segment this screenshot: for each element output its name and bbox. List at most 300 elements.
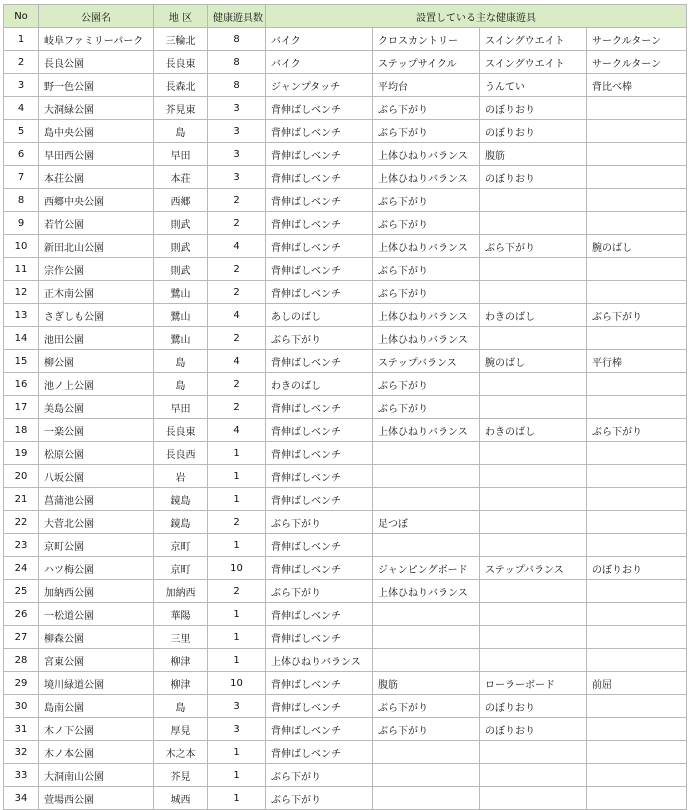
no-cell: 16 [4, 373, 39, 396]
equipment-cell: 背伸ばしベンチ [266, 718, 373, 741]
district-cell: 鷺山 [154, 281, 208, 304]
park-name-cell: 池田公園 [39, 327, 154, 350]
equipment-cell: ぶら下がり [373, 97, 480, 120]
park-name-cell: 京町公園 [39, 534, 154, 557]
equipment-cell [587, 465, 687, 488]
equipment-cell [373, 603, 480, 626]
park-name-cell: ハツ梅公園 [39, 557, 154, 580]
no-cell: 10 [4, 235, 39, 258]
equipment-cell: クロスカントリー [373, 28, 480, 51]
equipment-cell: ぶら下がり [373, 695, 480, 718]
equipment-cell [480, 534, 587, 557]
equipment-cell: 背比べ棒 [587, 74, 687, 97]
equipment-cell [373, 534, 480, 557]
district-cell: 鷺山 [154, 304, 208, 327]
park-name-cell: さぎしも公園 [39, 304, 154, 327]
equipment-cell: 前屈 [587, 672, 687, 695]
equipment-cell: 背伸ばしベンチ [266, 143, 373, 166]
equipment-cell: 上体ひねりバランス [373, 143, 480, 166]
no-cell: 29 [4, 672, 39, 695]
park-name-cell: 宗作公園 [39, 258, 154, 281]
equipment-count-cell: 1 [208, 649, 266, 672]
equipment-cell [373, 649, 480, 672]
park-name-cell: 島南公園 [39, 695, 154, 718]
equipment-cell [480, 373, 587, 396]
equipment-cell [587, 764, 687, 787]
equipment-cell: 腹筋 [373, 672, 480, 695]
equipment-cell: ローラーボード [480, 672, 587, 695]
equipment-cell: あしのばし [266, 304, 373, 327]
equipment-cell: 背伸ばしベンチ [266, 235, 373, 258]
equipment-cell [480, 626, 587, 649]
district-cell: 島 [154, 373, 208, 396]
equipment-count-cell: 4 [208, 304, 266, 327]
equipment-cell [587, 189, 687, 212]
equipment-cell [587, 787, 687, 810]
equipment-count-cell: 3 [208, 695, 266, 718]
no-cell: 8 [4, 189, 39, 212]
equipment-cell: ぶら下がり [266, 787, 373, 810]
park-name-cell: 菖蒲池公園 [39, 488, 154, 511]
no-cell: 32 [4, 741, 39, 764]
equipment-count-cell: 3 [208, 718, 266, 741]
table-row [4, 695, 687, 718]
equipment-count-cell: 2 [208, 281, 266, 304]
equipment-cell: 上体ひねりバランス [373, 304, 480, 327]
equipment-cell [480, 189, 587, 212]
table-row [4, 465, 687, 488]
equipment-cell [587, 258, 687, 281]
equipment-cell: 背伸ばしベンチ [266, 189, 373, 212]
equipment-cell: ぶら下がり [587, 419, 687, 442]
equipment-cell: わきのばし [480, 419, 587, 442]
equipment-cell [587, 626, 687, 649]
equipment-cell: ぶら下がり [373, 189, 480, 212]
district-cell: 加納西 [154, 580, 208, 603]
no-cell: 34 [4, 787, 39, 810]
table-row [4, 603, 687, 626]
equipment-count-cell: 2 [208, 327, 266, 350]
table-row [4, 28, 687, 51]
equipment-cell [587, 327, 687, 350]
park-name-cell: 八坂公園 [39, 465, 154, 488]
equipment-cell [587, 442, 687, 465]
table-row [4, 97, 687, 120]
park-name-cell: 正木南公園 [39, 281, 154, 304]
table-row [4, 327, 687, 350]
no-cell: 5 [4, 120, 39, 143]
no-cell: 30 [4, 695, 39, 718]
header-equipment-count: 健康遊具数 [208, 5, 266, 28]
equipment-cell: 背伸ばしベンチ [266, 488, 373, 511]
equipment-cell: 上体ひねりバランス [373, 580, 480, 603]
table-row [4, 189, 687, 212]
equipment-cell: ステップサイクル [373, 51, 480, 74]
equipment-count-cell: 3 [208, 97, 266, 120]
district-cell: 島 [154, 350, 208, 373]
no-cell: 22 [4, 511, 39, 534]
equipment-cell: ぶら下がり [373, 120, 480, 143]
equipment-cell: ぶら下がり [266, 327, 373, 350]
equipment-cell: ステップバランス [373, 350, 480, 373]
equipment-count-cell: 3 [208, 143, 266, 166]
equipment-cell: 背伸ばしベンチ [266, 396, 373, 419]
district-cell: 長良西 [154, 442, 208, 465]
equipment-cell: うんてい [480, 74, 587, 97]
district-cell: 華陽 [154, 603, 208, 626]
equipment-count-cell: 3 [208, 120, 266, 143]
district-cell: 厚見 [154, 718, 208, 741]
no-cell: 9 [4, 212, 39, 235]
no-cell: 11 [4, 258, 39, 281]
equipment-cell: 背伸ばしベンチ [266, 166, 373, 189]
district-cell: 三里 [154, 626, 208, 649]
equipment-cell: 腕のばし [480, 350, 587, 373]
district-cell: 島 [154, 695, 208, 718]
equipment-cell [480, 396, 587, 419]
equipment-cell: ぶら下がり [587, 304, 687, 327]
table-row [4, 787, 687, 810]
equipment-cell: のぼりおり [480, 695, 587, 718]
equipment-cell: バイク [266, 28, 373, 51]
equipment-cell [480, 603, 587, 626]
district-cell: 長良東 [154, 51, 208, 74]
equipment-cell [587, 97, 687, 120]
park-name-cell: 宮東公園 [39, 649, 154, 672]
equipment-cell: スイングウエイト [480, 51, 587, 74]
district-cell: 西郷 [154, 189, 208, 212]
equipment-cell [480, 511, 587, 534]
equipment-count-cell: 2 [208, 212, 266, 235]
equipment-cell [480, 488, 587, 511]
park-name-cell: 柳公園 [39, 350, 154, 373]
equipment-cell [373, 465, 480, 488]
district-cell: 島 [154, 120, 208, 143]
no-cell: 1 [4, 28, 39, 51]
district-cell: 長森北 [154, 74, 208, 97]
equipment-cell [373, 442, 480, 465]
table-row [4, 120, 687, 143]
park-name-cell: 大菅北公園 [39, 511, 154, 534]
equipment-cell: 背伸ばしベンチ [266, 557, 373, 580]
table-row [4, 718, 687, 741]
equipment-count-cell: 1 [208, 764, 266, 787]
equipment-cell [587, 741, 687, 764]
equipment-cell: 上体ひねりバランス [373, 419, 480, 442]
header-park-name: 公園名 [39, 5, 154, 28]
equipment-cell [480, 327, 587, 350]
equipment-cell: 上体ひねりバランス [266, 649, 373, 672]
equipment-cell: 背伸ばしベンチ [266, 258, 373, 281]
equipment-cell [587, 718, 687, 741]
equipment-cell: 足つぼ [373, 511, 480, 534]
equipment-cell: スイングウエイト [480, 28, 587, 51]
no-cell: 14 [4, 327, 39, 350]
equipment-cell [587, 373, 687, 396]
table-row [4, 488, 687, 511]
equipment-count-cell: 1 [208, 787, 266, 810]
table-row [4, 235, 687, 258]
header-no: No [4, 5, 39, 28]
park-name-cell: 西郷中央公園 [39, 189, 154, 212]
table-row [4, 74, 687, 97]
park-name-cell: 池ノ上公園 [39, 373, 154, 396]
equipment-cell [587, 166, 687, 189]
no-cell: 33 [4, 764, 39, 787]
table-row [4, 741, 687, 764]
district-cell: 柳津 [154, 672, 208, 695]
district-cell: 芥見 [154, 764, 208, 787]
equipment-cell: ぶら下がり [480, 235, 587, 258]
equipment-count-cell: 4 [208, 419, 266, 442]
equipment-cell: 背伸ばしベンチ [266, 212, 373, 235]
table-row [4, 51, 687, 74]
no-cell: 12 [4, 281, 39, 304]
park-name-cell: 野一色公園 [39, 74, 154, 97]
park-name-cell: 島中央公園 [39, 120, 154, 143]
equipment-count-cell: 4 [208, 235, 266, 258]
equipment-cell: ジャンプタッチ [266, 74, 373, 97]
no-cell: 23 [4, 534, 39, 557]
district-cell: 早田 [154, 143, 208, 166]
no-cell: 27 [4, 626, 39, 649]
equipment-cell: ぶら下がり [373, 212, 480, 235]
no-cell: 31 [4, 718, 39, 741]
no-cell: 4 [4, 97, 39, 120]
equipment-cell [587, 649, 687, 672]
equipment-cell [480, 465, 587, 488]
equipment-cell: 背伸ばしベンチ [266, 419, 373, 442]
table-row [4, 396, 687, 419]
equipment-count-cell: 1 [208, 603, 266, 626]
no-cell: 6 [4, 143, 39, 166]
table-row [4, 626, 687, 649]
table-row [4, 764, 687, 787]
table-row [4, 304, 687, 327]
park-name-cell: 岐阜ファミリーパーク [39, 28, 154, 51]
no-cell: 13 [4, 304, 39, 327]
equipment-cell [587, 120, 687, 143]
park-name-cell: 大洞緑公園 [39, 97, 154, 120]
equipment-cell: 上体ひねりバランス [373, 235, 480, 258]
no-cell: 21 [4, 488, 39, 511]
table-row [4, 649, 687, 672]
equipment-cell: のぼりおり [480, 166, 587, 189]
district-cell: 木之本 [154, 741, 208, 764]
table-row [4, 143, 687, 166]
equipment-cell: 背伸ばしベンチ [266, 695, 373, 718]
header-equipment: 設置している主な健康遊具 [266, 5, 687, 28]
equipment-cell: 背伸ばしベンチ [266, 120, 373, 143]
equipment-cell [587, 695, 687, 718]
no-cell: 2 [4, 51, 39, 74]
equipment-cell [373, 488, 480, 511]
equipment-cell: サークルターン [587, 51, 687, 74]
table-row [4, 534, 687, 557]
table-row [4, 373, 687, 396]
no-cell: 7 [4, 166, 39, 189]
park-name-cell: 若竹公園 [39, 212, 154, 235]
equipment-cell [587, 212, 687, 235]
equipment-cell [373, 764, 480, 787]
equipment-cell [480, 649, 587, 672]
equipment-cell: のぼりおり [587, 557, 687, 580]
equipment-cell: 背伸ばしベンチ [266, 442, 373, 465]
table-row [4, 557, 687, 580]
equipment-cell [480, 281, 587, 304]
equipment-cell: のぼりおり [480, 120, 587, 143]
park-name-cell: 萱場西公園 [39, 787, 154, 810]
equipment-cell: のぼりおり [480, 718, 587, 741]
district-cell: 則武 [154, 212, 208, 235]
equipment-cell: ぶら下がり [266, 580, 373, 603]
table-row [4, 212, 687, 235]
park-name-cell: 早田西公園 [39, 143, 154, 166]
no-cell: 3 [4, 74, 39, 97]
equipment-cell [480, 787, 587, 810]
equipment-cell [587, 281, 687, 304]
no-cell: 26 [4, 603, 39, 626]
table-row [4, 672, 687, 695]
no-cell: 19 [4, 442, 39, 465]
equipment-count-cell: 8 [208, 51, 266, 74]
district-cell: 鷺山 [154, 327, 208, 350]
equipment-cell: ぶら下がり [373, 373, 480, 396]
equipment-cell: 背伸ばしベンチ [266, 534, 373, 557]
district-cell: 三輪北 [154, 28, 208, 51]
equipment-cell [587, 396, 687, 419]
equipment-count-cell: 3 [208, 166, 266, 189]
equipment-cell: 上体ひねりバランス [373, 166, 480, 189]
equipment-cell [373, 787, 480, 810]
equipment-cell [587, 534, 687, 557]
equipment-cell: 背伸ばしベンチ [266, 350, 373, 373]
table-row [4, 580, 687, 603]
park-equipment-table [3, 4, 687, 810]
equipment-cell: 背伸ばしベンチ [266, 603, 373, 626]
equipment-count-cell: 10 [208, 672, 266, 695]
equipment-count-cell: 1 [208, 626, 266, 649]
equipment-count-cell: 2 [208, 396, 266, 419]
no-cell: 17 [4, 396, 39, 419]
table-row [4, 442, 687, 465]
no-cell: 25 [4, 580, 39, 603]
park-name-cell: 境川緑道公園 [39, 672, 154, 695]
park-name-cell: 木ノ本公園 [39, 741, 154, 764]
district-cell: 鏡島 [154, 488, 208, 511]
park-name-cell: 木ノ下公園 [39, 718, 154, 741]
equipment-count-cell: 1 [208, 741, 266, 764]
equipment-cell: わきのばし [480, 304, 587, 327]
table-row [4, 419, 687, 442]
table-row [4, 350, 687, 373]
equipment-count-cell: 2 [208, 189, 266, 212]
equipment-cell: 背伸ばしベンチ [266, 465, 373, 488]
equipment-cell [480, 580, 587, 603]
equipment-cell: 背伸ばしベンチ [266, 672, 373, 695]
equipment-count-cell: 4 [208, 350, 266, 373]
equipment-cell: のぼりおり [480, 97, 587, 120]
park-name-cell: 一楽公園 [39, 419, 154, 442]
equipment-count-cell: 2 [208, 511, 266, 534]
equipment-cell: ぶら下がり [266, 764, 373, 787]
equipment-cell [480, 442, 587, 465]
park-name-cell: 柳森公園 [39, 626, 154, 649]
park-name-cell: 本荘公園 [39, 166, 154, 189]
equipment-cell [587, 143, 687, 166]
equipment-cell [480, 741, 587, 764]
park-name-cell: 松原公園 [39, 442, 154, 465]
equipment-cell: 背伸ばしベンチ [266, 626, 373, 649]
district-cell: 長良東 [154, 419, 208, 442]
equipment-cell: 背伸ばしベンチ [266, 281, 373, 304]
equipment-cell: ステップバランス [480, 557, 587, 580]
district-cell: 岩 [154, 465, 208, 488]
equipment-cell: 上体ひねりバランス [373, 327, 480, 350]
equipment-cell: 平行棒 [587, 350, 687, 373]
equipment-cell: 平均台 [373, 74, 480, 97]
equipment-cell [480, 258, 587, 281]
equipment-count-cell: 10 [208, 557, 266, 580]
equipment-count-cell: 8 [208, 74, 266, 97]
no-cell: 18 [4, 419, 39, 442]
equipment-count-cell: 1 [208, 534, 266, 557]
equipment-count-cell: 1 [208, 465, 266, 488]
park-name-cell: 一松道公園 [39, 603, 154, 626]
equipment-cell [373, 741, 480, 764]
table-body [4, 28, 687, 810]
equipment-count-cell: 2 [208, 258, 266, 281]
equipment-cell: 背伸ばしベンチ [266, 97, 373, 120]
equipment-count-cell: 2 [208, 373, 266, 396]
equipment-cell: 腹筋 [480, 143, 587, 166]
park-name-cell: 加納西公園 [39, 580, 154, 603]
equipment-cell: ぶら下がり [373, 396, 480, 419]
equipment-cell [587, 488, 687, 511]
equipment-cell [480, 212, 587, 235]
district-cell: 京町 [154, 557, 208, 580]
district-cell: 柳津 [154, 649, 208, 672]
table-row [4, 281, 687, 304]
equipment-cell: ぶら下がり [373, 281, 480, 304]
district-cell: 則武 [154, 235, 208, 258]
district-cell: 本荘 [154, 166, 208, 189]
park-name-cell: 新田北山公園 [39, 235, 154, 258]
equipment-cell: サークルターン [587, 28, 687, 51]
table-row [4, 511, 687, 534]
no-cell: 24 [4, 557, 39, 580]
district-cell: 芥見東 [154, 97, 208, 120]
equipment-count-cell: 2 [208, 580, 266, 603]
equipment-cell [587, 511, 687, 534]
header-district: 地 区 [154, 5, 208, 28]
district-cell: 京町 [154, 534, 208, 557]
district-cell: 早田 [154, 396, 208, 419]
equipment-count-cell: 8 [208, 28, 266, 51]
equipment-cell: ぶら下がり [373, 718, 480, 741]
no-cell: 20 [4, 465, 39, 488]
equipment-cell [587, 580, 687, 603]
equipment-count-cell: 1 [208, 442, 266, 465]
no-cell: 15 [4, 350, 39, 373]
district-cell: 城西 [154, 787, 208, 810]
equipment-count-cell: 1 [208, 488, 266, 511]
equipment-cell: ジャンピングボード [373, 557, 480, 580]
equipment-cell: バイク [266, 51, 373, 74]
table-row [4, 258, 687, 281]
equipment-cell: 腕のばし [587, 235, 687, 258]
equipment-cell [480, 764, 587, 787]
